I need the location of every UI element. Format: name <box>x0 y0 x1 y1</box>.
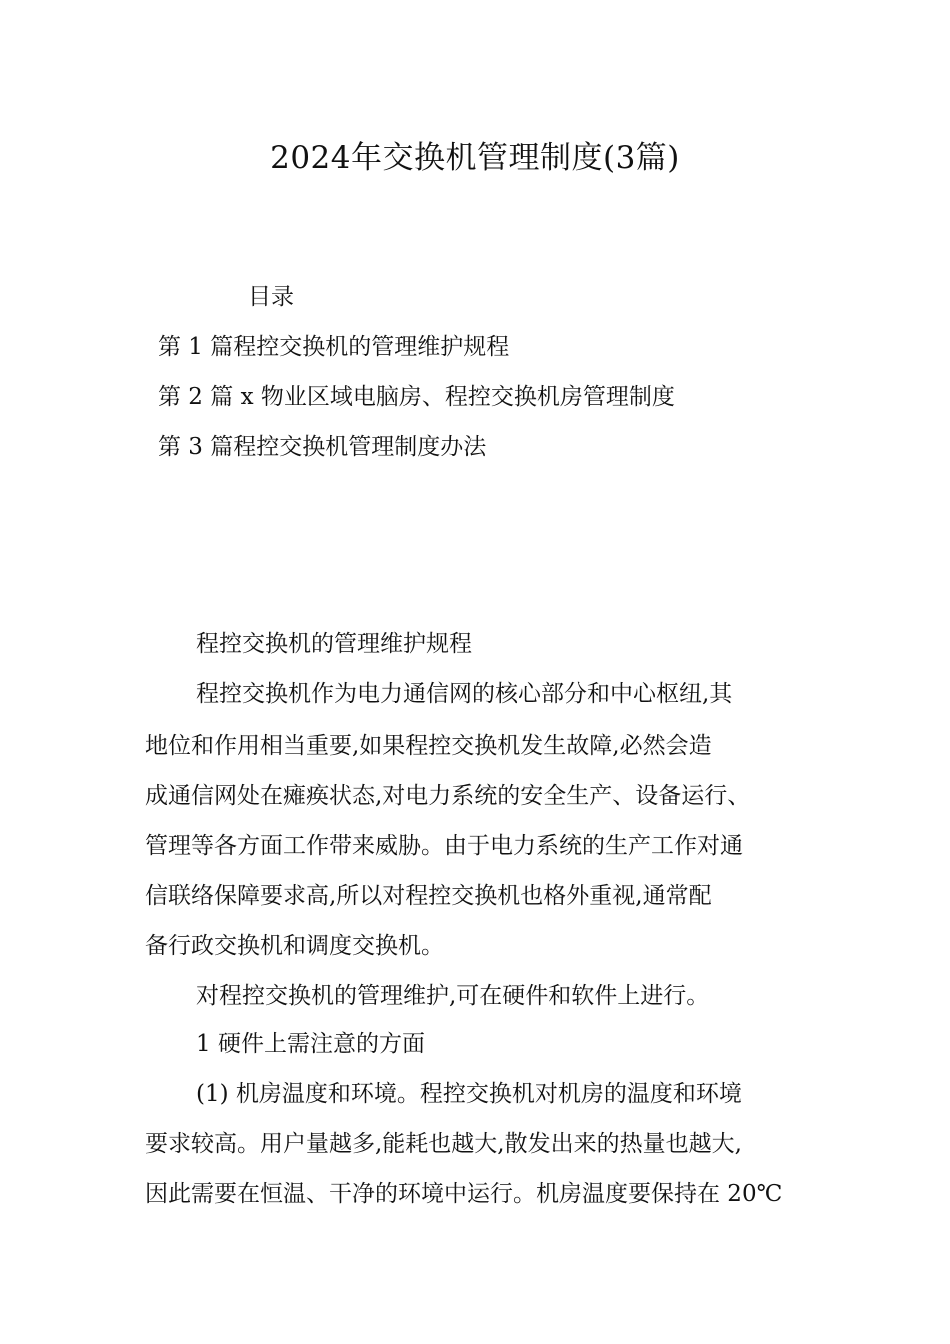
body-line: 要求较高。用户量越多,能耗也越大,散发出来的热量也越大, <box>145 1131 742 1157</box>
toc-item-1: 第 1 篇程控交换机的管理维护规程 <box>158 334 510 360</box>
toc-heading: 目录 <box>248 284 294 310</box>
body-line: 备行政交换机和调度交换机。 <box>145 933 444 959</box>
body-line: 程控交换机作为电力通信网的核心部分和中心枢纽,其 <box>196 681 733 707</box>
body-line: (1) 机房温度和环境。程控交换机对机房的温度和环境 <box>196 1081 742 1107</box>
body-line: 管理等各方面工作带来威胁。由于电力系统的生产工作对通 <box>145 833 743 859</box>
body-line: 成通信网处在瘫痪状态,对电力系统的安全生产、设备运行、 <box>145 783 751 809</box>
document-title: 2024年交换机管理制度(3篇) <box>270 140 680 176</box>
section-title: 程控交换机的管理维护规程 <box>196 631 472 657</box>
body-line: 因此需要在恒温、干净的环境中运行。机房温度要保持在 20℃ <box>145 1181 783 1207</box>
body-line: 对程控交换机的管理维护,可在硬件和软件上进行。 <box>196 983 710 1009</box>
body-line: 信联络保障要求高,所以对程控交换机也格外重视,通常配 <box>145 883 712 909</box>
toc-item-2: 第 2 篇 x 物业区域电脑房、程控交换机房管理制度 <box>158 384 675 410</box>
subsection-heading: 1 硬件上需注意的方面 <box>196 1031 425 1057</box>
body-line: 地位和作用相当重要,如果程控交换机发生故障,必然会造 <box>145 733 712 759</box>
toc-item-3: 第 3 篇程控交换机管理制度办法 <box>158 434 487 460</box>
